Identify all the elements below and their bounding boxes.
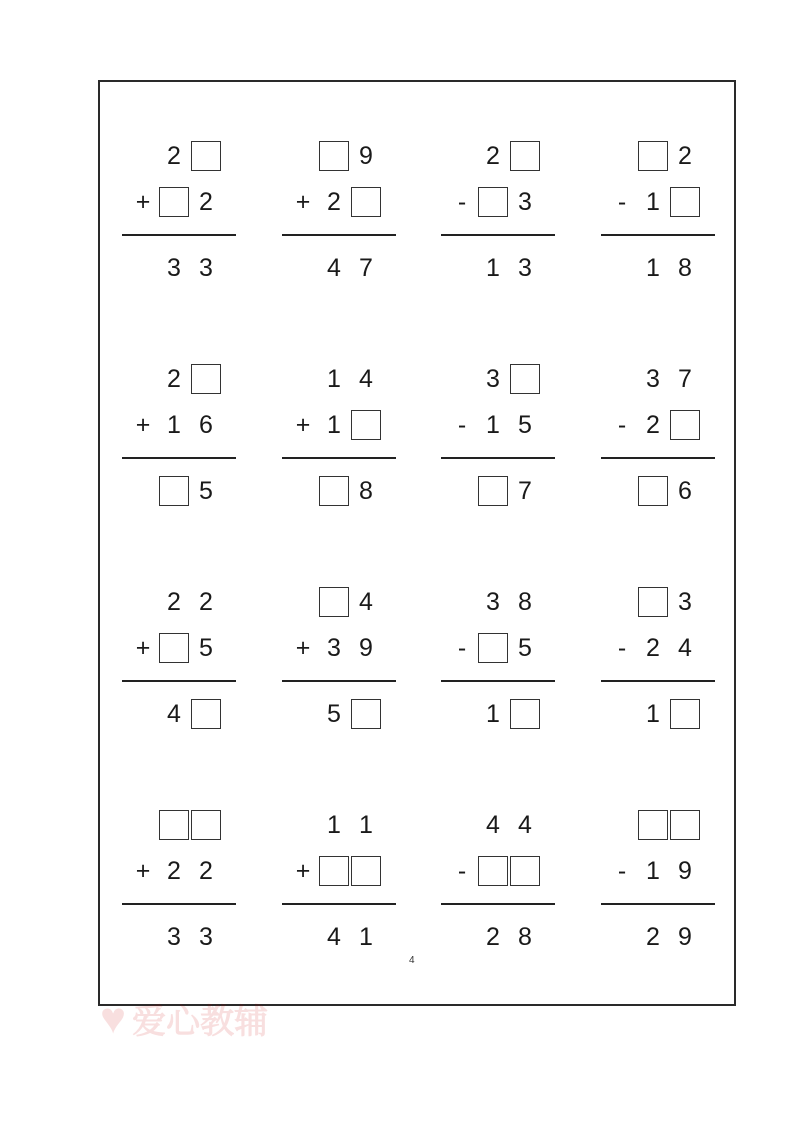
bottom-operand <box>453 409 541 441</box>
arithmetic-problem <box>601 363 717 523</box>
bottom-operand <box>613 632 701 664</box>
digit: 4 <box>486 810 500 839</box>
digit: 3 <box>199 253 213 282</box>
digit: 5 <box>518 633 532 662</box>
arithmetic-problem <box>282 140 398 300</box>
digit: 9 <box>678 922 692 951</box>
answer-box[interactable] <box>510 141 540 171</box>
digit: 8 <box>359 476 373 505</box>
sum-line <box>441 234 555 236</box>
digit: 3 <box>486 587 500 616</box>
digit: 4 <box>327 253 341 282</box>
bottom-operand <box>294 186 382 218</box>
sum-line <box>282 457 396 459</box>
answer-box[interactable] <box>670 187 700 217</box>
digit: 4 <box>678 633 692 662</box>
digit: 5 <box>199 633 213 662</box>
digit: 7 <box>518 476 532 505</box>
digit: 9 <box>678 856 692 885</box>
result <box>637 921 701 953</box>
digit: 2 <box>167 141 181 170</box>
digit: 1 <box>359 922 373 951</box>
bottom-operand <box>294 632 382 664</box>
arithmetic-problem <box>601 586 717 746</box>
digit: 1 <box>327 810 341 839</box>
plus-sign: + <box>295 856 311 885</box>
answer-box[interactable] <box>670 699 700 729</box>
answer-box[interactable] <box>510 699 540 729</box>
sum-line <box>601 903 715 905</box>
digit: 6 <box>199 410 213 439</box>
result <box>158 698 222 730</box>
answer-box[interactable] <box>319 141 349 171</box>
result <box>158 252 222 284</box>
plus-sign: + <box>135 410 151 439</box>
digit: 1 <box>646 187 660 216</box>
digit: 2 <box>167 587 181 616</box>
bottom-operand <box>613 186 701 218</box>
digit: 3 <box>486 364 500 393</box>
result <box>637 698 701 730</box>
bottom-operand <box>294 409 382 441</box>
digit: 1 <box>327 410 341 439</box>
digit: 4 <box>359 587 373 616</box>
digit: 8 <box>518 922 532 951</box>
heart-icon: ♥ <box>100 993 127 1043</box>
digit: 3 <box>678 587 692 616</box>
sum-line <box>122 234 236 236</box>
sum-line <box>122 680 236 682</box>
result <box>637 475 701 507</box>
answer-box[interactable] <box>159 476 189 506</box>
minus-sign: - <box>617 187 627 216</box>
bottom-operand <box>453 855 541 887</box>
minus-sign: - <box>457 187 467 216</box>
digit: 8 <box>678 253 692 282</box>
minus-sign: - <box>457 856 467 885</box>
digit: 2 <box>199 187 213 216</box>
answer-box[interactable] <box>638 141 668 171</box>
arithmetic-problem <box>441 363 557 523</box>
digit: 2 <box>199 587 213 616</box>
digit: 3 <box>518 187 532 216</box>
answer-box[interactable] <box>478 633 508 663</box>
bottom-operand <box>134 632 222 664</box>
bottom-operand <box>134 855 222 887</box>
result <box>158 475 222 507</box>
minus-sign: - <box>617 633 627 662</box>
top-operand <box>158 140 222 172</box>
digit: 6 <box>678 476 692 505</box>
digit: 7 <box>359 253 373 282</box>
answer-box[interactable] <box>319 587 349 617</box>
answer-box[interactable] <box>191 364 221 394</box>
digit: 4 <box>167 699 181 728</box>
digit: 2 <box>646 922 660 951</box>
digit: 5 <box>327 699 341 728</box>
digit: 3 <box>327 633 341 662</box>
sum-line <box>441 457 555 459</box>
result <box>477 475 541 507</box>
arithmetic-problem <box>282 363 398 523</box>
digit: 2 <box>646 410 660 439</box>
arithmetic-problem <box>122 140 238 300</box>
answer-box[interactable] <box>159 633 189 663</box>
sum-line <box>282 680 396 682</box>
arithmetic-problem <box>122 809 238 969</box>
bottom-operand <box>613 409 701 441</box>
plus-sign: + <box>295 633 311 662</box>
digit: 4 <box>359 364 373 393</box>
arithmetic-problem <box>282 586 398 746</box>
digit: 3 <box>167 253 181 282</box>
answer-box[interactable] <box>510 364 540 394</box>
digit: 1 <box>327 364 341 393</box>
plus-sign: + <box>135 856 151 885</box>
plus-sign: + <box>135 633 151 662</box>
sum-line <box>601 680 715 682</box>
top-operand <box>318 809 382 841</box>
result <box>637 252 701 284</box>
result <box>318 252 382 284</box>
answer-box[interactable] <box>351 699 381 729</box>
digit: 3 <box>167 922 181 951</box>
sum-line <box>122 903 236 905</box>
top-operand <box>637 586 701 618</box>
arithmetic-problem <box>601 140 717 300</box>
watermark-text: 爱心教辅 <box>132 1003 269 1041</box>
sum-line <box>282 234 396 236</box>
result <box>477 252 541 284</box>
digit: 2 <box>486 922 500 951</box>
digit: 3 <box>518 253 532 282</box>
digit: 1 <box>486 699 500 728</box>
digit: 1 <box>486 410 500 439</box>
top-operand <box>477 363 541 395</box>
digit: 1 <box>646 699 660 728</box>
answer-box[interactable] <box>670 810 700 840</box>
answer-box[interactable] <box>638 587 668 617</box>
digit: 2 <box>678 141 692 170</box>
sum-line <box>122 457 236 459</box>
answer-box[interactable] <box>478 856 508 886</box>
top-operand <box>318 363 382 395</box>
digit: 5 <box>199 476 213 505</box>
answer-box[interactable] <box>510 856 540 886</box>
answer-box[interactable] <box>478 187 508 217</box>
arithmetic-problem <box>122 586 238 746</box>
result <box>318 698 382 730</box>
answer-box[interactable] <box>191 699 221 729</box>
plus-sign: + <box>295 410 311 439</box>
watermark <box>100 994 268 1043</box>
minus-sign: - <box>457 410 467 439</box>
digit: 2 <box>486 141 500 170</box>
result <box>318 921 382 953</box>
sum-line <box>601 457 715 459</box>
answer-box[interactable] <box>351 856 381 886</box>
plus-sign: + <box>135 187 151 216</box>
digit: 2 <box>327 187 341 216</box>
arithmetic-problem <box>441 586 557 746</box>
top-operand <box>318 586 382 618</box>
digit: 1 <box>359 810 373 839</box>
top-operand <box>158 809 222 841</box>
answer-box[interactable] <box>351 410 381 440</box>
answer-box[interactable] <box>670 410 700 440</box>
answer-box[interactable] <box>638 810 668 840</box>
digit: 1 <box>486 253 500 282</box>
digit: 2 <box>646 633 660 662</box>
bottom-operand <box>613 855 701 887</box>
bottom-operand <box>294 855 382 887</box>
digit: 5 <box>518 410 532 439</box>
digit: 1 <box>646 253 660 282</box>
top-operand <box>477 140 541 172</box>
page-number: 4 <box>409 955 415 966</box>
answer-box[interactable] <box>159 810 189 840</box>
arithmetic-problem <box>441 809 557 969</box>
bottom-operand <box>134 409 222 441</box>
answer-box[interactable] <box>478 476 508 506</box>
top-operand <box>637 363 701 395</box>
arithmetic-problem <box>122 363 238 523</box>
answer-box[interactable] <box>319 856 349 886</box>
arithmetic-problem <box>441 140 557 300</box>
bottom-operand <box>134 186 222 218</box>
result <box>318 475 382 507</box>
digit: 9 <box>359 141 373 170</box>
digit: 2 <box>167 364 181 393</box>
digit: 9 <box>359 633 373 662</box>
top-operand <box>637 140 701 172</box>
sum-line <box>441 680 555 682</box>
bottom-operand <box>453 186 541 218</box>
answer-box[interactable] <box>638 476 668 506</box>
digit: 4 <box>518 810 532 839</box>
digit: 4 <box>327 922 341 951</box>
arithmetic-problem <box>601 809 717 969</box>
minus-sign: - <box>617 410 627 439</box>
answer-box[interactable] <box>159 187 189 217</box>
minus-sign: - <box>457 633 467 662</box>
answer-box[interactable] <box>351 187 381 217</box>
plus-sign: + <box>295 187 311 216</box>
digit: 7 <box>678 364 692 393</box>
result <box>477 698 541 730</box>
top-operand <box>158 363 222 395</box>
result <box>158 921 222 953</box>
sum-line <box>441 903 555 905</box>
answer-box[interactable] <box>191 810 221 840</box>
top-operand <box>318 140 382 172</box>
top-operand <box>158 586 222 618</box>
top-operand <box>477 809 541 841</box>
minus-sign: - <box>617 856 627 885</box>
digit: 2 <box>199 856 213 885</box>
digit: 1 <box>646 856 660 885</box>
digit: 3 <box>646 364 660 393</box>
digit: 3 <box>199 922 213 951</box>
digit: 8 <box>518 587 532 616</box>
answer-box[interactable] <box>191 141 221 171</box>
digit: 1 <box>167 410 181 439</box>
digit: 2 <box>167 856 181 885</box>
answer-box[interactable] <box>319 476 349 506</box>
sum-line <box>282 903 396 905</box>
top-operand <box>477 586 541 618</box>
bottom-operand <box>453 632 541 664</box>
sum-line <box>601 234 715 236</box>
result <box>477 921 541 953</box>
arithmetic-problem <box>282 809 398 969</box>
top-operand <box>637 809 701 841</box>
worksheet-frame <box>98 80 736 1006</box>
